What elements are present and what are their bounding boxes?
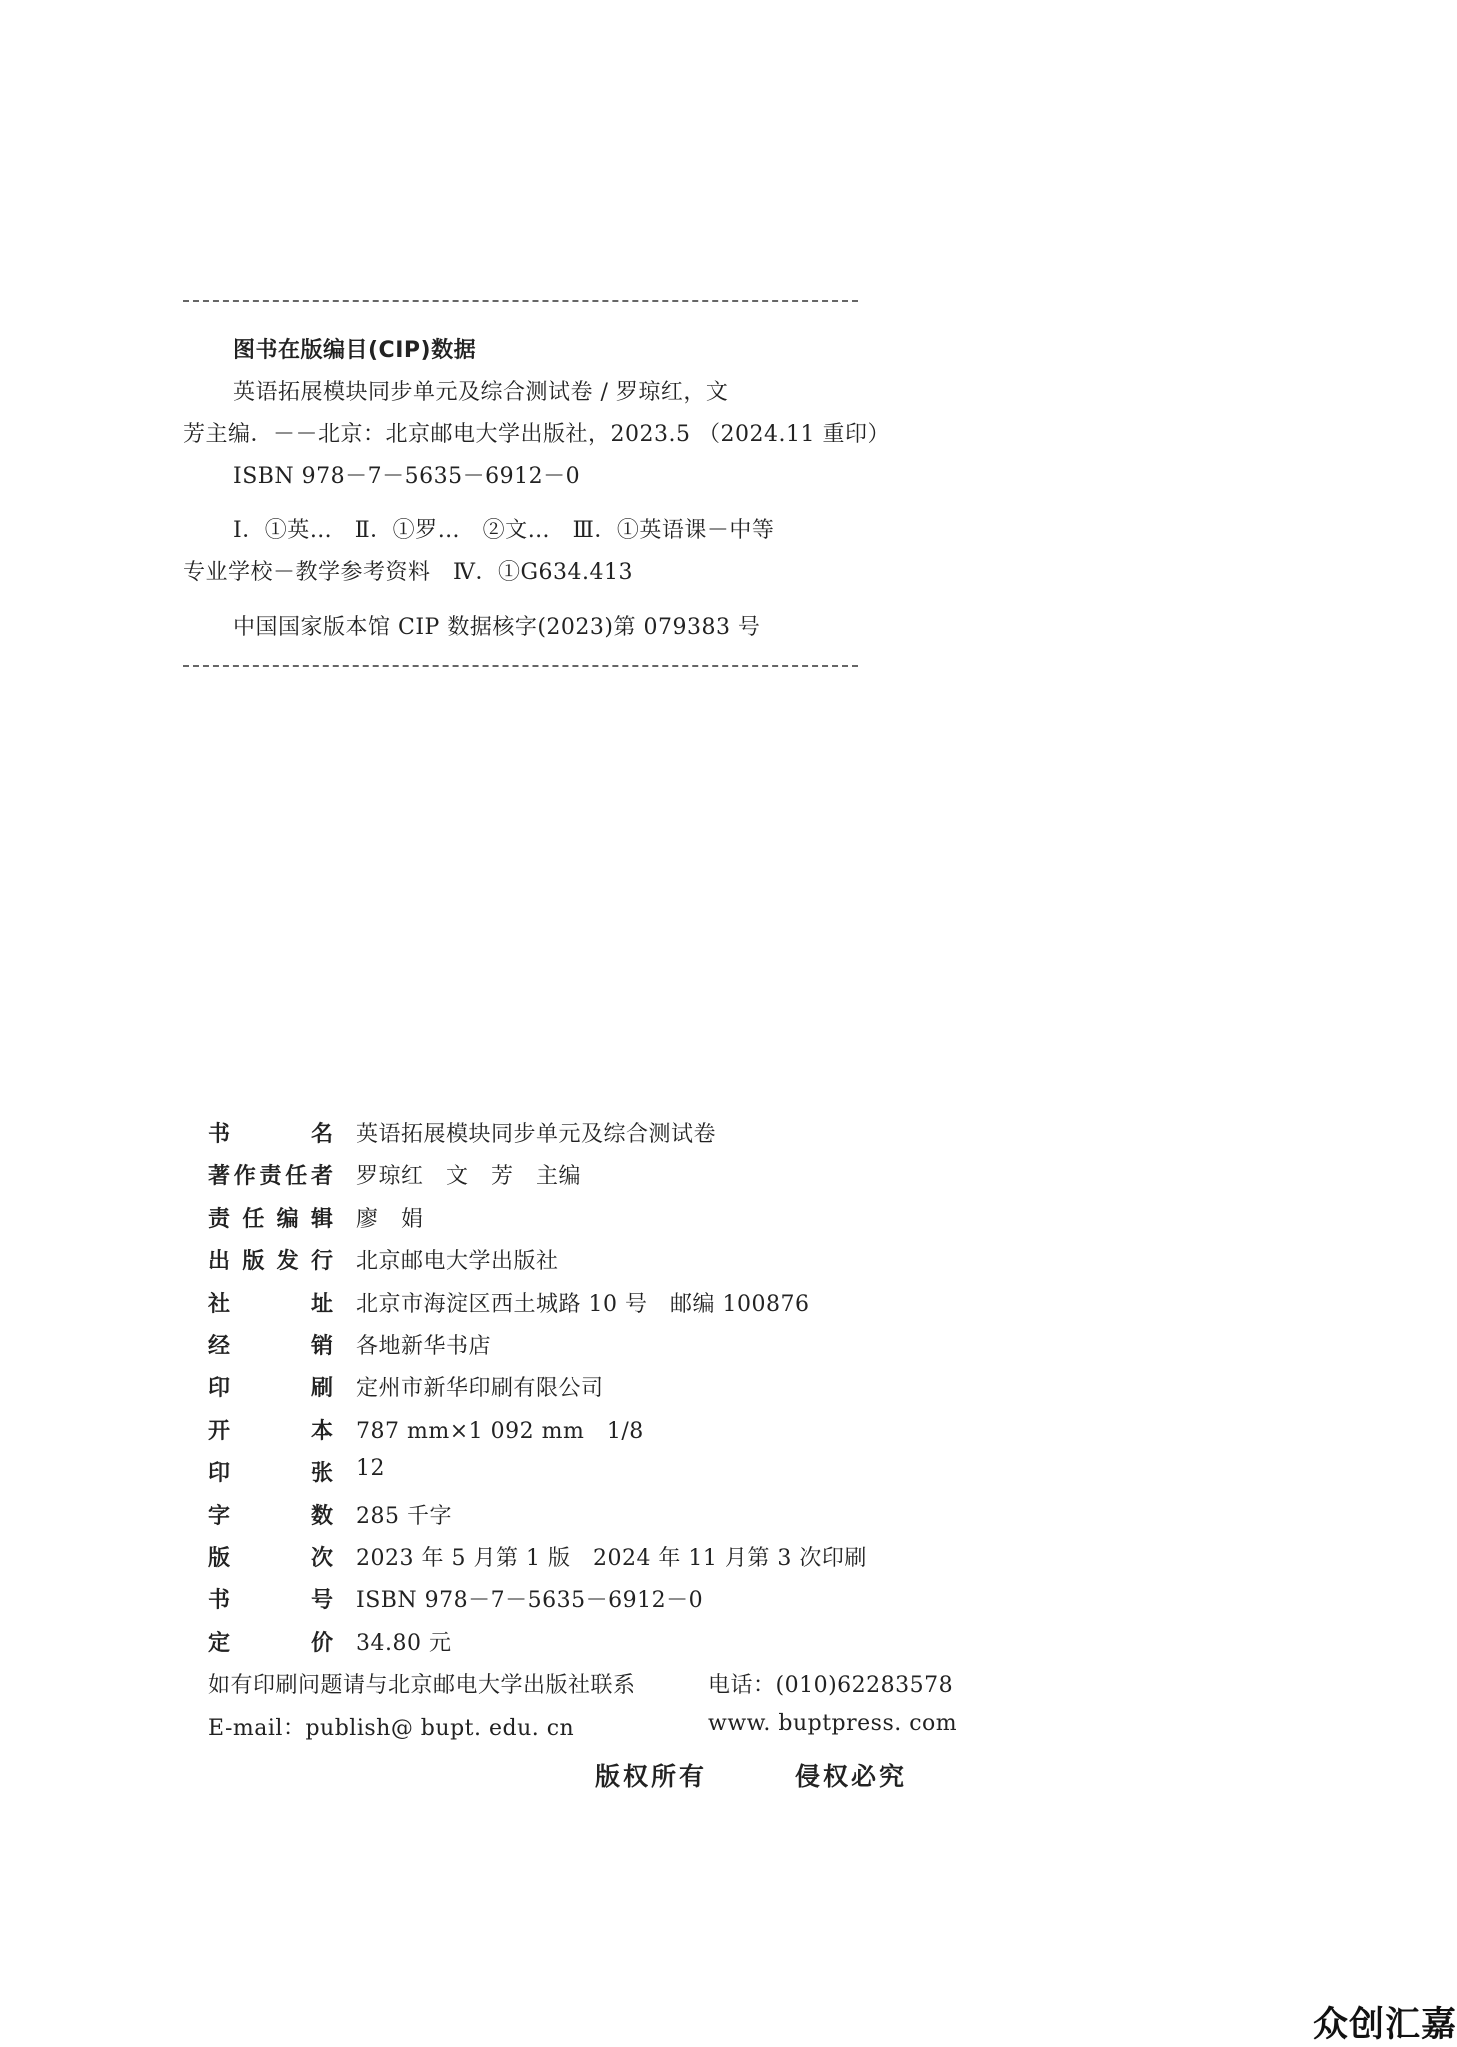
cip-line-1: 英语拓展模块同步单元及综合测试卷 / 罗琼红，文 — [233, 380, 729, 405]
info-label: 定 价 — [208, 1630, 333, 1656]
cip-line-5: 专业学校－教学参考资料 Ⅳ．①G634.413 — [183, 560, 634, 585]
info-label: 书 名 — [208, 1122, 333, 1147]
piracy-notice: 侵权必究 — [795, 1762, 908, 1791]
cip-bottom-divider — [183, 665, 858, 667]
printing-contact: 如有印刷问题请与北京邮电大学出版社联系 — [208, 1673, 636, 1698]
info-value: 英语拓展模块同步单元及综合测试卷 — [356, 1122, 717, 1147]
info-value: ISBN 978－7－5635－6912－0 — [356, 1588, 704, 1614]
cip-line-4: Ⅰ．①英… Ⅱ．①罗… ②文… Ⅲ．①英语课－中等 — [233, 518, 775, 543]
info-label: 责 任 编 辑 — [208, 1206, 333, 1232]
info-value: 各地新华书店 — [356, 1334, 492, 1359]
info-label: 字 数 — [208, 1503, 333, 1529]
info-value: 2023 年 5 月第 1 版 2024 年 11 月第 3 次印刷 — [356, 1546, 867, 1571]
info-value: 34.80 元 — [356, 1630, 452, 1656]
info-label: 社 址 — [208, 1291, 333, 1317]
cip-line-2: 芳主编．－－北京：北京邮电大学出版社，2023.5 （2024.11 重印） — [183, 422, 890, 447]
info-value: 北京邮电大学出版社 — [356, 1249, 559, 1275]
info-label: 经 销 — [208, 1334, 333, 1359]
info-value: 定州市新华印刷有限公司 — [356, 1376, 604, 1402]
info-label: 著 作 责 任 者 — [208, 1164, 333, 1190]
info-label: 书 号 — [208, 1588, 333, 1614]
info-value: 12 — [356, 1456, 385, 1482]
watermark-brand: 众创汇嘉 — [1312, 2005, 1457, 2045]
cip-top-divider — [183, 300, 858, 302]
copyright-notice: 版权所有 — [595, 1762, 708, 1791]
publisher-website: www. buptpress. com — [708, 1711, 958, 1736]
cip-line-6: 中国国家版本馆 CIP 数据核字(2023)第 079383 号 — [233, 615, 761, 640]
info-label: 出 版 发 行 — [208, 1249, 333, 1275]
info-label: 印 刷 — [208, 1376, 333, 1402]
info-label: 开 本 — [208, 1418, 333, 1444]
cip-line-3: ISBN 978－7－5635－6912－0 — [233, 464, 581, 489]
info-value: 廖 娟 — [356, 1206, 424, 1232]
cip-title: 图书在版编目(CIP)数据 — [233, 338, 477, 363]
info-value: 787 mm×1 092 mm 1/8 — [356, 1418, 644, 1444]
contact-email: E-mail：publish@ bupt. edu. cn — [208, 1716, 575, 1741]
info-value: 285 千字 — [356, 1503, 452, 1529]
info-value: 北京市海淀区西土城路 10 号 邮编 100876 — [356, 1291, 810, 1317]
contact-phone: 电话：(010)62283578 — [708, 1673, 954, 1698]
info-value: 罗琼红 文 芳 主编 — [356, 1164, 582, 1190]
info-label: 版 次 — [208, 1546, 333, 1571]
info-label: 印 张 — [208, 1461, 333, 1487]
